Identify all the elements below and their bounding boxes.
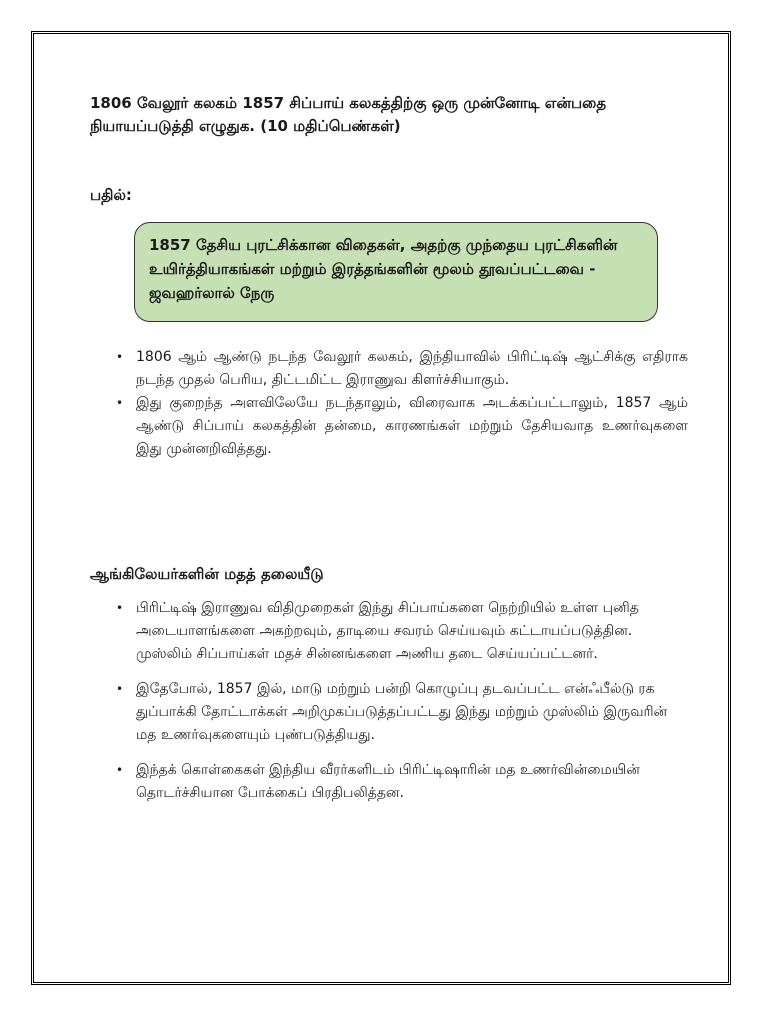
bullet-icon: • <box>116 763 124 777</box>
list-item-text: இதேபோல், 1857 இல், மாடு மற்றும் பன்றி கொழுப்பு தடவப்பட்ட என்ஃபீல்டு ரக துப்பாக்கி தோட்டாக்கள் அறிமுகப்படுத்தப்பட்டது இந்து மற்றும் முஸ்லிம் இருவரின் மத உணர்வுகளையும் புண்படுத்தியது. <box>136 681 668 743</box>
list-item-text: இது குறைந்த அளவிலேயே நடந்தாலும், விரைவாக அடக்கப்பட்டாலும், 1857 ஆம் ஆண்டு சிப்பாய் கலகத்தின் தன்மை, காரணங்கள் மற்றும் தேசியவாத உணர்வுகளை இது முன்னறிவித்தது. <box>136 395 688 457</box>
list-item <box>112 759 688 805</box>
answer-label: பதில்: <box>90 186 132 204</box>
section-heading: ஆங்கிலேயர்களின் மதத் தலையீடு <box>90 565 324 583</box>
list-item-text: 1806 ஆம் ஆண்டு நடந்த வேலூர் கலகம், இந்தியாவில் பிரிட்டிஷ் ஆட்சிக்கு எதிராக நடந்த முதல் பெரிய, திட்டமிட்ட இராணுவ கிளர்ச்சியாகும். <box>136 349 688 388</box>
list-item <box>112 392 688 461</box>
intro-bullet-list <box>112 346 688 461</box>
list-item <box>112 597 688 666</box>
page-border <box>31 31 731 985</box>
bullet-icon: • <box>116 601 124 615</box>
bullet-icon: • <box>116 682 124 696</box>
list-item <box>112 678 688 747</box>
question-text: 1806 வேலூர் கலகம் 1857 சிப்பாய் கலகத்திற்கு ஒரு முன்னோடி என்பதை நியாயப்படுத்தி எழுதுக. (10 மதிப்பெண்கள்) <box>90 94 607 135</box>
list-item <box>112 346 688 392</box>
bullet-icon: • <box>116 350 124 364</box>
nehru-quote-box: 1857 தேசிய புரட்சிக்கான விதைகள், அதற்கு முந்தைய புரட்சிகளின் உயிர்த்தியாகங்கள் மற்றும் இரத்தங்களின் மூலம் தூவப்பட்டவை - ஜவஹர்லால் நேரு <box>134 222 658 322</box>
list-item-text: இந்தக் கொள்கைகள் இந்திய வீரர்களிடம் பிரிட்டிஷாரின் மத உணர்வின்மையின் தொடர்ச்சியான போக்கைப் பிரதிபலித்தன. <box>136 762 640 801</box>
bullet-icon: • <box>116 396 124 410</box>
religion-bullet-list <box>112 597 688 817</box>
list-item-text: பிரிட்டிஷ் இராணுவ விதிமுறைகள் இந்து சிப்பாய்களை நெற்றியில் உள்ள புனித அடையாளங்களை அகற்றவும், தாடியை சவரம் செய்யவும் கட்டாயப்படுத்தின. முஸ்லிம் சிப்பாய்கள் மதச் சின்னங்களை அணிய தடை செய்யப்பட்டனர். <box>136 600 639 662</box>
